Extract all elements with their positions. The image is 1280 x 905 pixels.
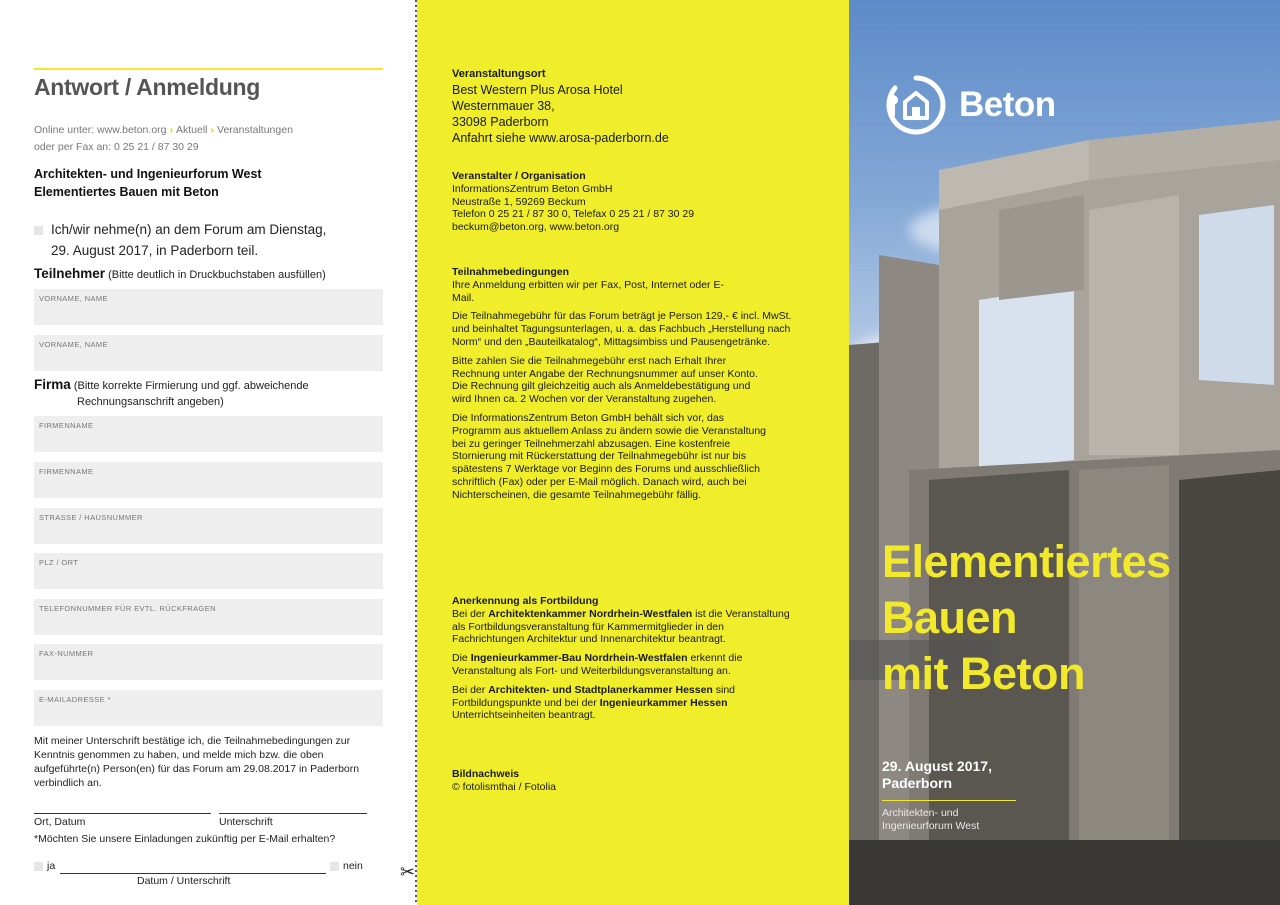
- conditions-heading: Teilnahmebedingungen: [452, 266, 570, 278]
- newsletter-question: *Möchten Sie unsere Einladungen zukünftig per E-Mail erhalten?: [34, 833, 336, 845]
- conditions-block: [452, 266, 797, 508]
- no-option: [330, 860, 363, 872]
- online-url[interactable]: Online unter: www.beton.org: [34, 124, 167, 136]
- heading-rule: [34, 68, 383, 70]
- accreditation-block: [452, 595, 797, 728]
- signature-line[interactable]: [219, 813, 367, 814]
- scissors-icon: ✂: [400, 862, 416, 882]
- organizer-line: Telefon 0 25 21 / 87 30 0, Telefax 0 25 21 / 87 30 29: [452, 208, 695, 221]
- venue-link[interactable]: Anfahrt siehe www.arosa-paderborn.de: [452, 131, 669, 145]
- accreditation-paragraph: Bei der Architekten- und Stadtplanerkammer Hessen sind Fortbildungspunkte und bei der Ingenieurkammer Hessen Unterrichtseinheiten beantragt.: [452, 683, 736, 722]
- cover-title-line: Bauen: [882, 592, 1018, 643]
- accreditation-heading: Anerkennung als Fortbildung: [452, 595, 599, 607]
- firma-section: [34, 377, 309, 410]
- cover-date: [882, 758, 992, 792]
- email-field[interactable]: [34, 690, 383, 726]
- cover-forum: [882, 807, 979, 833]
- organizer-heading: Veranstalter / Organisation: [452, 170, 586, 182]
- event-line-2: Elementiertes Bauen mit Beton: [34, 185, 219, 199]
- field-label: STRASSE / HAUSNUMMER: [39, 513, 143, 522]
- conditions-paragraph: Die InformationsZentrum Beton GmbH behält sich vor, das Programm aus aktuellem Anlass zu ändern sowie die Veranstaltung bei zu geringer Teilnehmerzahl abzusagen. Eine kostenfreie Stornierung mit Rückerstattung der Teilnahmegebühr ist nur bis spätestens 7 Werktage vor Beginn des Forums und ausschließlich schriftlich (Fax) oder per E-Mail möglich. Danach wird, auch bei Nichterscheinen, die gesamte Teilnahmegebühr fällig.: [452, 411, 767, 501]
- participant-hint: (Bitte deutlich in Druckbuchstaben ausfüllen): [108, 269, 326, 281]
- company-field-1[interactable]: [34, 416, 383, 452]
- cover-date-line: 29. August 2017,: [882, 758, 992, 774]
- name-field-2[interactable]: [34, 335, 383, 371]
- cover-forum-line: Ingenieurforum West: [882, 820, 980, 832]
- signature-label: Unterschrift: [219, 816, 273, 828]
- field-label: VORNAME, NAME: [39, 294, 108, 303]
- firma-hint-2: Rechnungsanschrift angeben): [77, 396, 224, 408]
- date-signature-line[interactable]: [60, 873, 326, 874]
- fax-number: oder per Fax an: 0 25 21 / 87 30 29: [34, 141, 199, 153]
- beton-logo-icon: [881, 70, 951, 140]
- organizer-line: Neustraße 1, 59269 Beckum: [452, 195, 586, 208]
- company-field-2[interactable]: [34, 462, 383, 498]
- accreditation-paragraph: Die Ingenieurkammer-Bau Nordrhein-Westfalen erkennt die Veranstaltung als Fort- und Weiterbildungsveranstaltung an.: [452, 652, 743, 677]
- organizer-line: InformationsZentrum Beton GmbH: [452, 182, 613, 195]
- venue-heading: Veranstaltungsort: [452, 68, 546, 80]
- online-info: [34, 122, 293, 156]
- event-title: [34, 165, 262, 201]
- yes-checkbox[interactable]: [34, 862, 43, 871]
- no-checkbox[interactable]: [330, 862, 339, 871]
- image-credit-text: © fotolismthai / Fotolia: [452, 780, 557, 793]
- logo-wordmark: Beton: [959, 85, 1056, 124]
- zip-city-field[interactable]: [34, 553, 383, 589]
- crumb-veranstaltungen: Veranstaltungen: [217, 124, 293, 136]
- field-label: E-MAILADRESSE *: [39, 695, 111, 704]
- street-field[interactable]: [34, 508, 383, 544]
- organizer-contact[interactable]: beckum@beton.org, www.beton.org: [452, 221, 620, 234]
- crumb-aktuell: Aktuell: [176, 124, 208, 136]
- place-date-label: Ort, Datum: [34, 816, 86, 828]
- firma-hint-1: (Bitte korrekte Firmierung und ggf. abweichende: [73, 380, 309, 392]
- participant-section: [34, 266, 326, 283]
- cover-place: Paderborn: [882, 775, 953, 791]
- attend-label-2: 29. August 2017, in Paderborn teil.: [51, 243, 259, 258]
- name-field-1[interactable]: [34, 289, 383, 325]
- venue-line: Westernmauer 38,: [452, 99, 555, 113]
- cover-title-line: Elementiertes: [882, 536, 1171, 587]
- field-label: TELEFONNUMMER FÜR EVTL. RÜCKFRAGEN: [39, 604, 216, 613]
- image-credit-block: [452, 768, 812, 794]
- yes-label: ja: [47, 860, 56, 872]
- venue-block: [452, 66, 812, 146]
- conditions-paragraph: Die Teilnahmegebühr für das Forum beträgt je Person 129,- € incl. MwSt. und beinhaltet Tagungsunterlagen, u. a. das Fachbuch „Herstellung nach Norm“ und den „Bauteilkatalog“, Mittagsimbiss und Pausengetränke.: [452, 310, 792, 348]
- beton-logo: [881, 70, 1056, 140]
- phone-field[interactable]: [34, 599, 383, 635]
- cover-forum-line: Architekten- und: [882, 807, 959, 819]
- field-label: VORNAME, NAME: [39, 340, 108, 349]
- fax-field[interactable]: [34, 644, 383, 680]
- field-label: FAX-NUMMER: [39, 649, 94, 658]
- field-label: PLZ / ORT: [39, 558, 79, 567]
- image-credit-heading: Bildnachweis: [452, 768, 520, 780]
- place-date-line[interactable]: [34, 813, 211, 814]
- registration-form: [0, 0, 416, 905]
- conditions-paragraph: Bitte zahlen Sie die Teilnahmegebühr erst nach Erhalt Ihrer Rechnung unter Angabe der Rechnungsnummer auf unser Konto. Die Rechnung gilt gleichzeitig auch als Anmeldebestätigung und wird Ihnen ca. 2 Wochen vor der Veranstaltung zugehen.: [452, 354, 758, 406]
- venue-line: 33098 Paderborn: [452, 115, 549, 129]
- form-heading: Antwort / Anmeldung: [34, 74, 260, 100]
- attend-checkbox[interactable]: [34, 226, 43, 235]
- venue-line: Best Western Plus Arosa Hotel: [452, 83, 623, 97]
- info-panel: [417, 0, 849, 905]
- chevron-right-icon: ›: [210, 124, 215, 136]
- date-signature-label: Datum / Unterschrift: [137, 875, 231, 887]
- accreditation-paragraph: Bei der Architektenkammer Nordrhein-Westfalen ist die Veranstaltung als Fortbildungsveranstaltung für Kammermitglieder in den Fachrichtungen Architektur und Innenarchitektur beantragt.: [452, 607, 790, 646]
- field-label: FIRMENNAME: [39, 467, 94, 476]
- attend-label-1: Ich/wir nehme(n) an dem Forum am Dienstag,: [51, 222, 327, 237]
- cover-rule: [882, 800, 1016, 801]
- confirmation-text: Mit meiner Unterschrift bestätige ich, die Teilnahmebedingungen zur Kenntnis genommen zu haben, und melde mich bzw. die oben aufgeführte(n) Person(en) für das Forum am 29.08.2017 in Paderborn verbindlich an.: [34, 735, 360, 789]
- conditions-paragraph: Ihre Anmeldung erbitten wir per Fax, Post, Internet oder E-Mail.: [452, 278, 724, 304]
- attend-option: [34, 219, 326, 261]
- cover-panel: [849, 0, 1280, 905]
- cover-title: [882, 534, 1171, 702]
- no-label: nein: [343, 860, 363, 872]
- organizer-block: [452, 170, 812, 234]
- cover-title-line: mit Beton: [882, 648, 1085, 699]
- chevron-right-icon: ›: [169, 124, 173, 136]
- firma-title: Firma: [34, 377, 71, 392]
- yes-option: [34, 860, 55, 872]
- participant-title: Teilnehmer: [34, 266, 106, 281]
- event-line-1: Architekten- und Ingenieurforum West: [34, 167, 262, 181]
- field-label: FIRMENNAME: [39, 421, 94, 430]
